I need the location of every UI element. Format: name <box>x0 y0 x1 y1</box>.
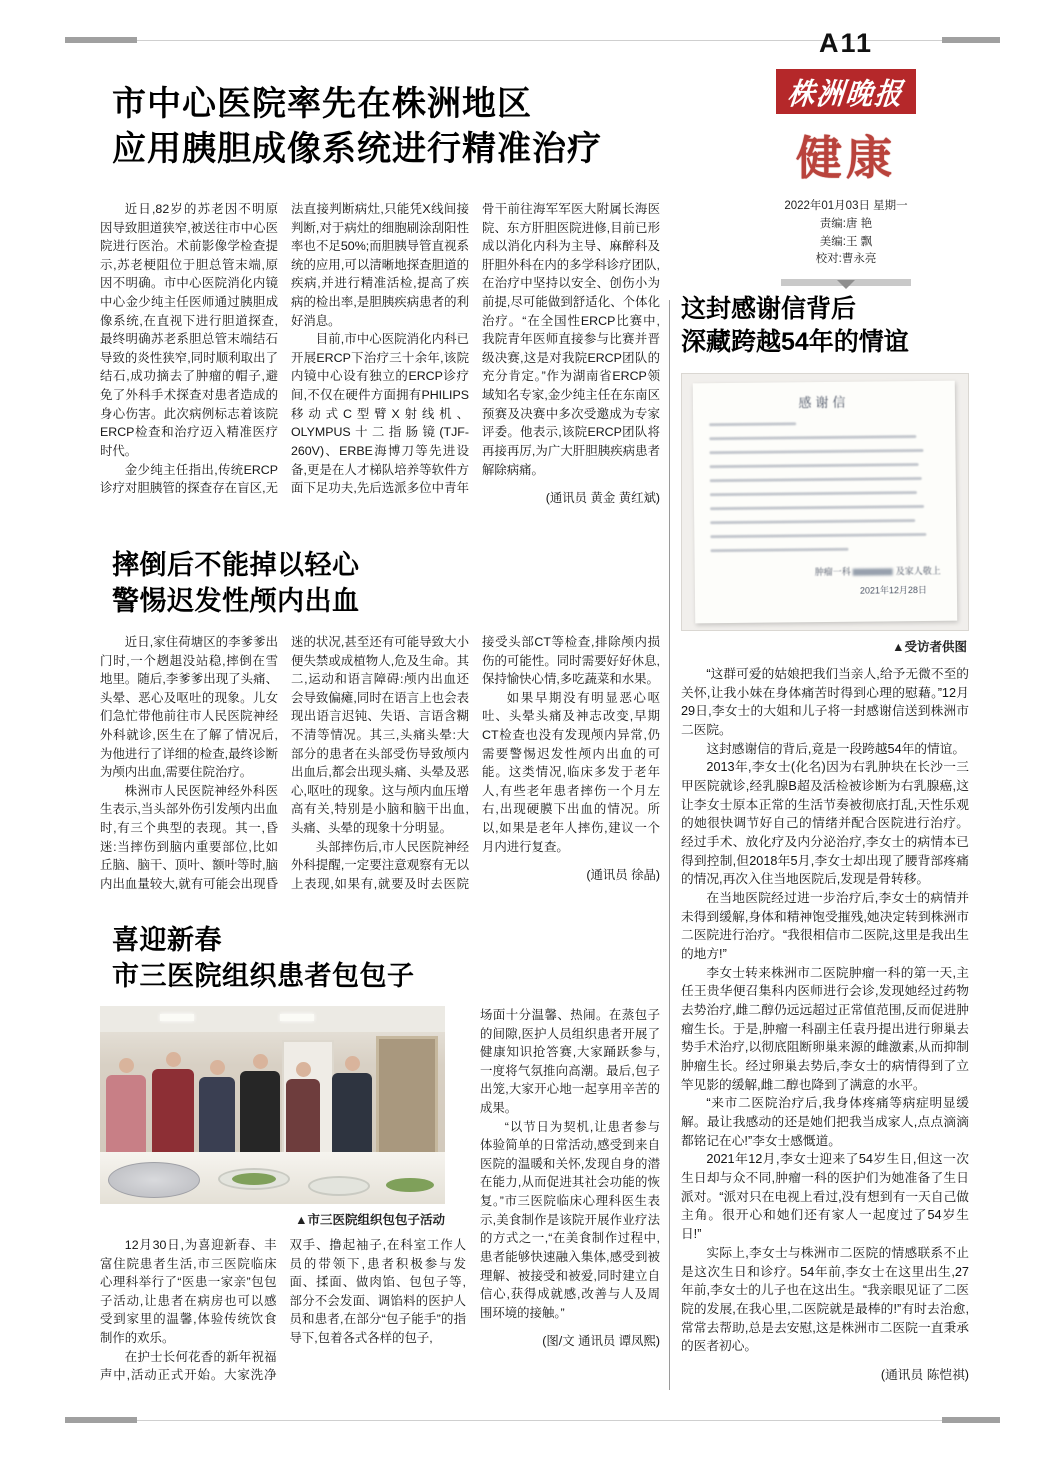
article2-paragraph: 如果早期没有明显恶心呕吐、头晕头痛及神志改变,早期CT检查也没有发现颅内异常,仍需要警惕迟发性颅内出血的可能。这类情况,临床多发于老年人,有些老年患者摔伤一个月左右,出现硬膜下出血的情况。所以,如果是老年人摔伤,建议一个月内进行复查。 <box>482 690 660 854</box>
article2-headline-line2: 警惕迟发性颅内出血 <box>112 586 360 617</box>
person-figure <box>286 1062 320 1163</box>
letter-signature-suffix: 及家人敬上 <box>895 565 941 577</box>
masthead <box>762 28 930 286</box>
page-number: A11 <box>818 28 874 58</box>
article3-paragraph: “以节日为契机,让患者参与体验简单的日常活动,感受到来自医院的温暖和关怀,发现自身的潜在能力,从而促进其社会功能的恢复。”市三医院临床心理科医生表示,美食制作是该院开展作业疗法的方式之一,“在美食制作过程中,患者能够快速融入集体,感受到被理解、被接受和被爱,同时建立自信心,获得成就感,改善与人及周围环境的接触。” <box>480 1119 660 1320</box>
article3-left-block <box>100 1006 466 1392</box>
editor-proof: 校对:曹永亮 <box>815 253 877 266</box>
article3-right-text <box>480 1006 660 1392</box>
letter-text-line <box>710 519 915 524</box>
letter-photo-credit: ▲受访者供图 <box>892 640 967 654</box>
article3-headline-line1: 喜迎新春 <box>112 925 222 955</box>
editor-art: 美编:王 飘 <box>819 235 873 248</box>
person-figure <box>332 1056 372 1167</box>
thank-you-letter-photo <box>681 373 969 631</box>
letter-signature <box>711 564 941 579</box>
bottom-rule-right-cap <box>942 1417 1000 1423</box>
article3-paragraph: 在护士长何花香的新年祝福声中,活动正式开始。大家洗净双手、撸起袖子,在科室工作人员的带领下,患者积极参与发面、揉面、做肉馅、包包子等,部分不会发面、调馅料的医护人员和患者,在部分“包子能手”的指导下,包着各式各样的包子, <box>100 1238 466 1383</box>
article1-body <box>100 200 660 545</box>
letter-article-paragraph: 李女士转来株洲市二医院肿瘤一科的第一天,主任王贵华便召集科内医师进行会诊,发现她经过药物去势治疗,雌二醇仍远远超过正常值范围,反而促进肿瘤生长。于是,肿瘤一科副主任袁丹提出进行卵巢去势手术治疗,以彻底阻断卵巢来源的雌激素,从而抑制肿瘤生长。经过卵巢去势后,李女士的病情得到了立竿见影的缓解,雌二醇也降到了满意的水平。 <box>681 965 969 1092</box>
photo-ceiling <box>100 1006 445 1032</box>
down-arrow-icon <box>837 280 855 289</box>
bottom-rule <box>65 1420 1000 1421</box>
article2-paragraph: 近日,家住荷塘区的李爹爹出门时,一个趔趄没站稳,摔倒在雪地里。随后,李爹爹出现了头痛、头晕、恶心及呕吐的现象。儿女们急忙带他前往市人民医院神经外科就诊,医生在了解了情况后,为他进行了详细的检查,最终诊断为颅内出血,需要住院治疗。 <box>100 635 278 780</box>
person-torso <box>286 1079 320 1163</box>
letter-article-paragraph: 在当地医院经过进一步治疗后,李女士的病情并未得到缓解,身体和精神饱受摧残,她决定转到株洲市二医院进行治疗。“我很相信市二医院,这里是我出生的地方!” <box>681 891 969 962</box>
bottom-rule-left-cap <box>65 1417 137 1423</box>
letter-sheet <box>693 381 957 624</box>
ceiling-light <box>160 1014 194 1021</box>
steamer-tray <box>308 1176 370 1196</box>
letter-text-line <box>709 435 916 440</box>
person-head <box>210 1060 225 1075</box>
letter-text-line <box>710 548 848 552</box>
article3-photo-caption: ▲市三医院组织包包子活动 <box>295 1213 445 1227</box>
article2-byline: (通讯员 徐晶) <box>586 868 660 883</box>
letter-article-paragraph: 2021年12月,李女士迎来了54岁生日,但这一次生日却与众不同,肿瘤一科的医护们为她准备了生日派对。“派对只在电视上看过,没有想到有一天自己做主角。很开心和她们还有家人一起度过了54岁生日!” <box>681 1152 969 1242</box>
brand-name: 株洲晚报 <box>785 77 906 111</box>
letter-article <box>681 293 969 1403</box>
article3-byline: (图/文 通讯员 谭凤熙) <box>542 1334 660 1349</box>
issue-date: 2022年01月03日 星期一 <box>784 200 908 212</box>
article2-paragraph: 株洲市人民医院神经外科医生表示,当头部外伤引发颅内出血时,有三个典型的表现。其一,昏迷:当摔伤到脑内重要部位,比如丘脑、脑干、顶叶、额叶等时,脑内出血量较大,就有可能会出现昏迷的状况,甚至还有可能导致大小便失禁或成植物人,危及生命。其二,运动和语言障碍:颅内出血还会导致偏瘫,同时在语言上也会表现出语言迟钝、失语、言语含糊不清等情况。其三,头痛头晕:大部分的患者在头部受伤导致颅内出血后,都会出现头痛、头晕及恶心,呕吐的现象。这与颅内血压增高有关,特别是小脑和脑干出血,头痛、头晕的现象十分明显。 <box>100 635 469 891</box>
letter-article-headline <box>681 293 969 359</box>
dateline <box>762 198 930 269</box>
letter-text-line <box>709 449 923 454</box>
letter-article-headline-line1: 这封感谢信背后 <box>681 295 857 323</box>
article2-headline-line1: 摔倒后不能掉以轻心 <box>112 550 360 580</box>
column-divider <box>669 300 670 1390</box>
person-head <box>253 1054 268 1069</box>
letter-title: 感谢信 <box>798 394 850 411</box>
vegetable-greens <box>386 1178 434 1192</box>
article3-left-text <box>100 1236 466 1394</box>
vegetable-greens <box>232 1173 276 1185</box>
steamer-pot <box>108 1162 200 1198</box>
ceiling-light <box>280 1014 314 1021</box>
letter-article-paragraph: 这封感谢信的背后,竟是一段跨越54年的情谊。 <box>706 741 966 756</box>
article1-byline: (通讯员 黄金 黄红斌) <box>545 491 660 506</box>
letter-text-line <box>709 422 796 426</box>
article1-headline <box>112 82 712 172</box>
masthead-divider <box>781 279 911 286</box>
letter-article-paragraph: 2013年,李女士(化名)因为右乳肿块在长沙一三甲医院就诊,经乳腺B超及活检被诊断为右乳腺癌,这让李女士原本正常的生活节奏被彻底打乱,天性乐观的她很快调节好自己的情绪并配合医院进行治疗。经过手术、放化疗及内分泌治疗,李女士的病情本已得到控制,但2018年5月,李女士却出现了腰背部疼痛的情况,再次入住当地医院后,发现是骨转移。 <box>681 760 969 887</box>
article1-paragraph: 目前,市中心医院消化内科已开展ERCP下治疗三十余年,该院内镜中心设有独立的ERCP诊疗间,不仅在硬件方面拥有PHILIPS移动式C型臂X射线机、OLYMPUS十二指肠镜(TJF-260V)、ERBE海博刀等先进设备,更是在人才梯队培养等软件方面下足功夫,先后选派多位中青年骨干前往海军军医大附属长海医院、东方肝胆医院进修,目前已形成以消化内科为主导、麻醉科及肝胆外科在内的多学科诊疗团队,在治疗中坚持以安全、创伤小为前提,尽可能做到舒适化、个体化治疗。“在全国性ERCP比赛中,我院青年医师直接参与比赛并晋级决赛,这是对我院ERCP团队的充分肯定。”作为湖南省ERCP领域知名专家,金少纯主任在东南区预赛及决赛中多次受邀成为专家评委。他表示,该院ERCP团队将再接再厉,为广大肝胆胰疾病患者解除病痛。 <box>291 202 660 496</box>
article1-headline-line2: 应用胰胆成像系统进行精准治疗 <box>112 129 602 168</box>
article3-headline <box>112 922 612 995</box>
section-name: 健康 <box>796 132 896 184</box>
article3-body <box>100 1006 660 1392</box>
letter-article-body <box>681 665 969 1385</box>
article1-paragraph: 金少纯主任指出,传统ERCP诊疗对胆胰管的探查存在盲区,无法直接判断病灶,只能凭X线间接判断,对于病灶的细胞刷涂刮阳性率也不足50%;而胆胰导管直视系统的应用,可以清晰地探查胆道的疾病,并进行精准活检,提高了疾病的检出率,是胆胰疾病患者的利好消息。 <box>100 202 469 496</box>
article1-headline-line1: 市中心医院率先在株洲地区 <box>112 85 532 123</box>
article2-headline <box>112 547 612 620</box>
letter-text-line <box>710 491 917 496</box>
letter-article-byline: (通讯员 陈恺祺) <box>880 1367 969 1382</box>
brand-logo <box>776 69 916 114</box>
person-head <box>345 1056 360 1071</box>
article3-paragraph: 12月30日,为喜迎新春、丰富住院患者生活,市三医院临床心理科举行了“医患一家亲”包包子活动,让患者在病房也可以感受到家里的温馨,体验传统饮食制作的欢乐。 <box>100 1238 277 1346</box>
letter-text-line <box>710 477 922 482</box>
article3-paragraph: 场面十分温馨、热闹。在蒸包子的间隙,医护人员组织患者开展了健康知识抢答赛,大家踊跃参与,一度将气氛推向高潮。最后,包子出笼,大家开心地一起享用辛苦的成果。 <box>480 1008 660 1116</box>
person-head <box>166 1052 181 1067</box>
letter-article-paragraph: “来市二医院治疗后,我身体疼痛等病症明显缓解。最让我感动的还是她们把我当成家人,点点滴滴都铭记在心!”李女士感慨道。 <box>681 1096 969 1148</box>
letter-article-paragraph: “这群可爱的姑娘把我们当亲人,给予无微不至的关怀,让我小妹在身体痛苦时得到心理的慰藉。”12月29日,李女士的大姐和儿子将一封感谢信送到株洲市二医院。 <box>681 667 969 738</box>
letter-article-headline-line2: 深藏跨越54年的情谊 <box>681 328 909 356</box>
letter-signature-prefix: 肿瘤一科 <box>814 566 851 578</box>
letter-article-paragraph: 实际上,李女士与株洲市二医院的情感联系不止是这次生日和诊疗。54年前,李女士在这里出生,27年前,李女士的儿子也在这出生。“我亲眼见证了二医院的发展,在我心里,二医院就是最棒的!”有时去治愈,常常去帮助,总是去安慰,这是株洲市二医院一直秉承的医者初心。 <box>681 1245 969 1354</box>
baozi-activity-photo <box>100 1006 445 1204</box>
letter-text-line <box>710 505 924 510</box>
article2-paragraph: 头部摔伤后,市人民医院神经外科提醒,一定要注意观察有无以上表现,如果有,就要及时去医院接受头部CT等检查,排除颅内损伤的可能性。同时需要好好休息,保持愉快心情,多吃蔬菜和水果。 <box>291 635 660 891</box>
letter-text-line <box>710 463 919 468</box>
person-figure <box>199 1060 235 1167</box>
letter-date: 2021年12月28日 <box>859 584 927 596</box>
letter-text-line <box>710 533 926 538</box>
person-head <box>119 1058 134 1073</box>
redacted-name <box>853 568 893 575</box>
person-head <box>296 1062 311 1077</box>
editor-duty: 责编:唐 艳 <box>819 217 873 230</box>
article1-paragraph: 近日,82岁的苏老因不明原因导致胆道狭窄,被送往市中心医院进行医治。术前影像学检查提示,苏老梗阻位于胆总管末端,原因不明确。市中心医院消化内镜中心金少纯主任医师通过胰胆成像系统,在直视下进行胆道探查,最终明确苏老系胆总管末端结石导致的炎性狭窄,同时顺利取出了结石,成功摘去了肿瘤的帽子,避免了外科手术探查对患者造成的身心伤害。此次病例标志着该院ERCP检查和治疗迈入精准医疗时代。 <box>100 202 278 458</box>
top-rule-right-cap <box>942 37 1000 43</box>
article3-headline-line2: 市三医院组织患者包包子 <box>112 961 415 992</box>
article2-body <box>100 633 660 913</box>
top-rule-left-cap <box>65 37 137 43</box>
